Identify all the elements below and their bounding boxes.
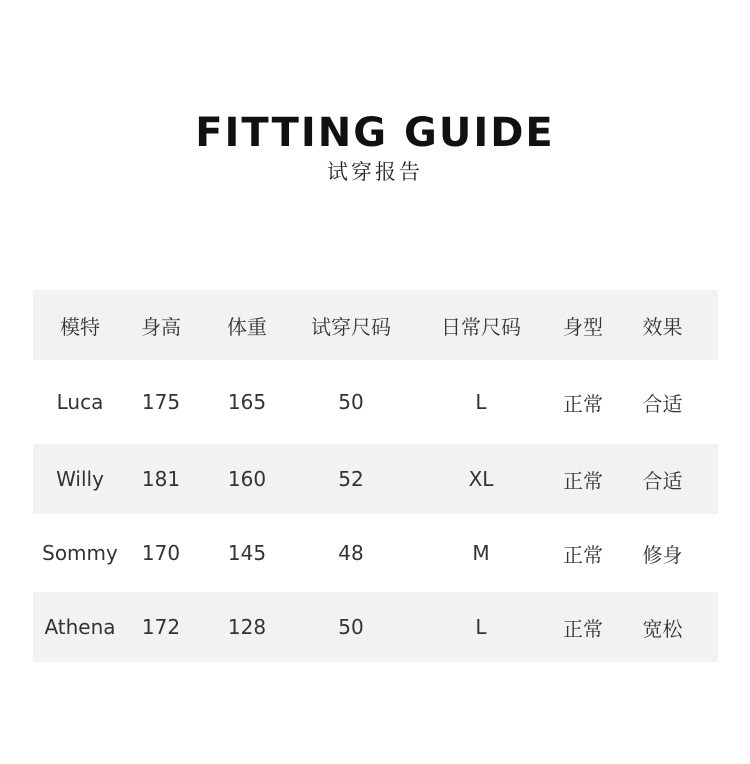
cell-daily-size: XL: [468, 467, 494, 491]
cell-body-type: 正常: [563, 391, 603, 416]
header-model: 模特: [60, 314, 100, 339]
page-title: FITTING GUIDE: [195, 110, 555, 156]
cell-weight: 128: [227, 615, 267, 639]
cell-weight: 145: [227, 541, 267, 565]
cell-body-type: 正常: [563, 542, 603, 567]
page-subtitle: 试穿报告: [327, 160, 423, 184]
header-height: 身高: [141, 314, 181, 339]
cell-height: 170: [141, 541, 181, 565]
cell-effect: 合适: [642, 468, 683, 493]
cell-height: 181: [141, 467, 181, 491]
header-daily-size: 日常尺码: [441, 314, 521, 339]
cell-model: Luca: [56, 390, 104, 414]
cell-fitting-size: 50: [338, 390, 364, 414]
cell-weight: 165: [227, 390, 267, 414]
table-header-row: [33, 290, 718, 360]
cell-height: 175: [141, 390, 181, 414]
cell-model: Athena: [44, 615, 116, 639]
cell-fitting-size: 50: [338, 615, 364, 639]
cell-fitting-size: 48: [338, 541, 364, 565]
cell-effect: 宽松: [642, 616, 683, 641]
cell-effect: 合适: [642, 391, 683, 416]
cell-height: 172: [141, 615, 181, 639]
cell-model: Willy: [56, 467, 104, 491]
cell-daily-size: L: [475, 390, 487, 414]
cell-weight: 160: [227, 467, 267, 491]
table-row: [33, 592, 718, 662]
header-weight: 体重: [227, 314, 267, 339]
fitting-table: [33, 290, 718, 662]
table-row: [33, 360, 718, 444]
header-effect: 效果: [642, 314, 683, 339]
cell-daily-size: M: [472, 541, 490, 565]
table-row: [33, 444, 718, 514]
header-body-type: 身型: [563, 314, 603, 339]
cell-model: Sommy: [42, 541, 118, 565]
cell-fitting-size: 52: [338, 467, 364, 491]
cell-daily-size: L: [475, 615, 487, 639]
header-fitting-size: 试穿尺码: [311, 314, 391, 339]
table-row: [33, 514, 718, 592]
cell-body-type: 正常: [563, 468, 603, 493]
cell-body-type: 正常: [563, 616, 603, 641]
cell-effect: 修身: [642, 542, 683, 567]
